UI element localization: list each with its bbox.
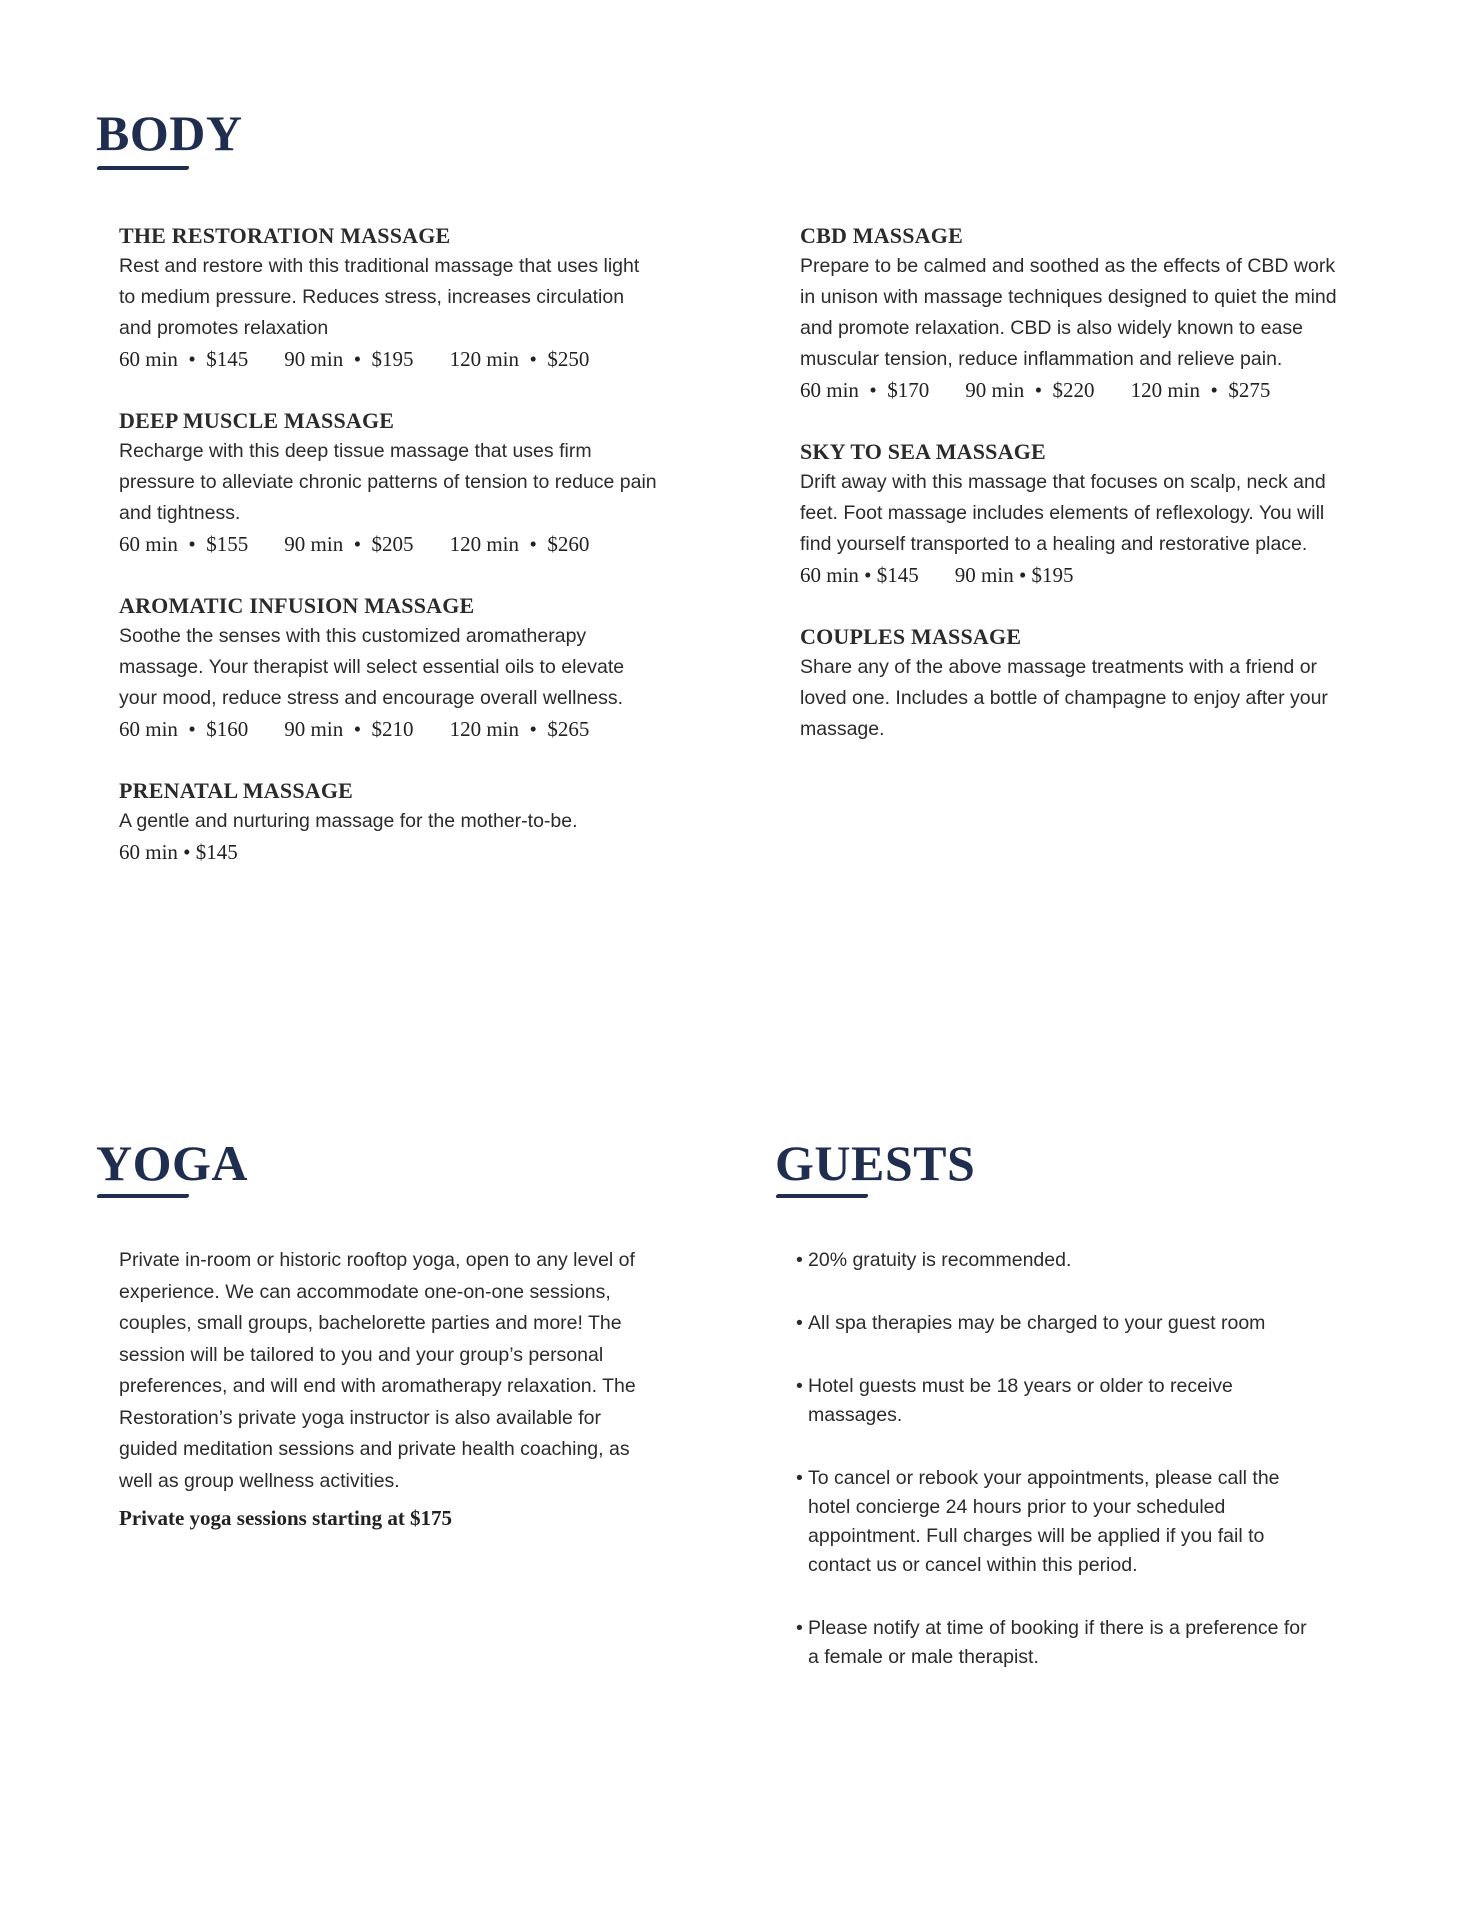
guest-policy-text: 20% gratuity is recommended. bbox=[808, 1249, 1072, 1271]
price-option: 120 min • $250 bbox=[449, 347, 590, 371]
price-option: 60 min • $145 bbox=[119, 840, 238, 864]
guest-policy-item bbox=[796, 1614, 1316, 1672]
massage-description: Prepare to be calmed and soothed as the effects of CBD work in unison with massage techniques designed to quiet the mind and promote relaxation. CBD is also widely known to ease muscular tension, reduce inflammation and relieve pain. bbox=[800, 255, 1337, 370]
massage-title: CBD MASSAGE bbox=[800, 223, 963, 248]
price-option: 120 min • $265 bbox=[449, 717, 590, 741]
yoga-price-note: Private yoga sessions starting at $175 bbox=[119, 1506, 453, 1530]
massage-description: Rest and restore with this traditional massage that uses light to medium pressure. Reduces stress, increases circulation and promotes relaxation bbox=[119, 255, 640, 339]
massage-description: A gentle and nurturing massage for the mother-to-be. bbox=[119, 810, 578, 832]
price-option: 90 min • $220 bbox=[965, 378, 1095, 402]
bullet-icon: • bbox=[796, 1375, 803, 1397]
massage-title: AROMATIC INFUSION MASSAGE bbox=[119, 593, 475, 618]
bullet-icon: • bbox=[796, 1617, 803, 1639]
massage-item bbox=[800, 621, 1345, 745]
price-option: 60 min • $170 bbox=[800, 378, 930, 402]
price-option: 90 min • $205 bbox=[284, 532, 414, 556]
massage-description: Share any of the above massage treatments with a friend or loved one. Includes a bottle of champagne to enjoy after your massage. bbox=[800, 656, 1328, 740]
massage-title: PRENATAL MASSAGE bbox=[119, 778, 354, 803]
massage-prices bbox=[119, 529, 659, 560]
guest-policy-item bbox=[796, 1246, 1316, 1275]
massage-item bbox=[119, 590, 659, 745]
massage-prices bbox=[119, 714, 659, 745]
guest-policy-item bbox=[796, 1309, 1316, 1338]
yoga-section-title: YOGA bbox=[96, 1135, 248, 1191]
massage-description: Recharge with this deep tissue massage that uses firm pressure to alleviate chronic patterns of tension to reduce pain and tightness. bbox=[119, 440, 657, 524]
price-option: 90 min • $210 bbox=[284, 717, 414, 741]
massage-title: COUPLES MASSAGE bbox=[800, 624, 1022, 649]
massage-item bbox=[800, 220, 1345, 406]
guest-policy-text: Hotel guests must be 18 years or older to receive massages. bbox=[808, 1375, 1233, 1426]
massage-prices bbox=[119, 837, 659, 868]
massage-item bbox=[800, 436, 1345, 591]
massage-title: THE RESTORATION MASSAGE bbox=[119, 223, 451, 248]
price-option: 90 min • $195 bbox=[954, 563, 1074, 587]
guest-policy-item bbox=[796, 1372, 1316, 1430]
price-option: 90 min • $195 bbox=[284, 347, 414, 371]
body-section-title: BODY bbox=[96, 105, 243, 161]
bullet-icon: • bbox=[796, 1249, 803, 1271]
massage-prices bbox=[119, 344, 659, 375]
massage-item bbox=[119, 220, 659, 375]
massage-title: SKY TO SEA MASSAGE bbox=[800, 439, 1046, 464]
massage-description: Drift away with this massage that focuses on scalp, neck and feet. Foot massage includes elements of reflexology. You will find yourself transported to a healing and restorative place. bbox=[800, 471, 1326, 555]
body-left-column bbox=[119, 220, 659, 898]
guest-policy-list bbox=[796, 1246, 1316, 1672]
price-option: 120 min • $275 bbox=[1130, 378, 1271, 402]
guest-policy-item bbox=[796, 1464, 1316, 1580]
massage-item bbox=[119, 405, 659, 560]
massage-description: Soothe the senses with this customized aromatherapy massage. Your therapist will select essential oils to elevate your mood, reduce stress and encourage overall wellness. bbox=[119, 625, 625, 709]
massage-title: DEEP MUSCLE MASSAGE bbox=[119, 408, 395, 433]
price-option: 60 min • $145 bbox=[119, 347, 249, 371]
yoga-column bbox=[119, 1245, 659, 1534]
massage-item bbox=[119, 775, 659, 868]
guests-title-underline bbox=[775, 1194, 868, 1198]
price-option: 60 min • $145 bbox=[800, 563, 919, 587]
price-option: 60 min • $160 bbox=[119, 717, 249, 741]
guest-policy-text: To cancel or rebook your appointments, please call the hotel concierge 24 hours prior to your scheduled appointment. Full charges will be applied if you fail to contact us or cancel within this period. bbox=[808, 1467, 1280, 1576]
yoga-description: Private in-room or historic rooftop yoga, open to any level of experience. We can accommodate one-on-one sessions, couples, small groups, bachelorette parties and more! The session will be tailored to you and your group’s personal preferences, and will end with aromatherapy relaxation. The Restoration’s private yoga instructor is also available for guided meditation sessions and private health coaching, as well as group wellness activities. bbox=[119, 1249, 636, 1492]
guest-policy-text: Please notify at time of booking if there is a preference for a female or male therapist. bbox=[808, 1617, 1307, 1668]
guest-policy-text: All spa therapies may be charged to your guest room bbox=[808, 1312, 1266, 1334]
guests-section-title: GUESTS bbox=[775, 1135, 976, 1191]
bullet-icon: • bbox=[796, 1312, 803, 1334]
guests-column bbox=[796, 1246, 1316, 1706]
body-right-column bbox=[800, 220, 1345, 775]
bullet-icon: • bbox=[796, 1467, 803, 1489]
yoga-title-underline bbox=[96, 1194, 189, 1198]
price-option: 60 min • $155 bbox=[119, 532, 249, 556]
price-option: 120 min • $260 bbox=[449, 532, 590, 556]
body-title-underline bbox=[96, 166, 189, 170]
massage-prices bbox=[800, 560, 1345, 591]
massage-prices bbox=[800, 375, 1345, 406]
